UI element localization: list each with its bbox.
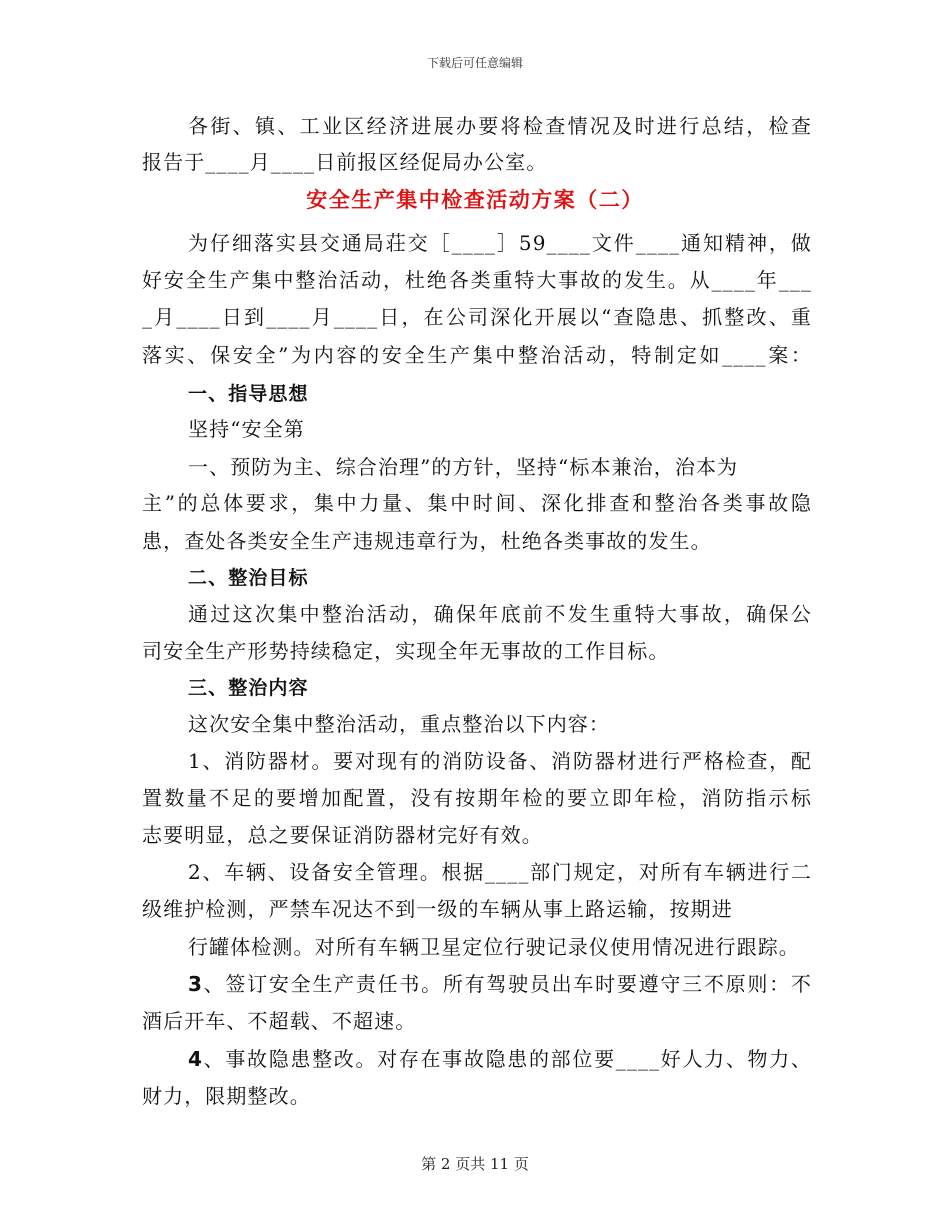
paragraph-line: 置数量不足的要增加配置，没有按期年检的要立即年检，消防指示标 xyxy=(142,786,812,810)
page-footer-number: 第 2 页共 11 页 xyxy=(421,1155,529,1173)
paragraph-line xyxy=(188,1044,812,1074)
paragraph-line: 级维护检测，严禁车况达不到一级的车辆从事上路运输，按期进 xyxy=(142,897,733,921)
paragraph-line: 这次安全集中整治活动，重点整治以下内容： xyxy=(188,712,610,736)
paragraph-line: 好安全生产集中整治活动，杜绝各类重特大事故的发生。从____年___ xyxy=(142,268,812,292)
paragraph-text: 、事故隐患整改。对存在事故隐患的部位要____好人力、物力、 xyxy=(203,1047,812,1071)
paragraph-line: _月____日到____月____日，在公司深化开展以“查隐患、抓整改、重 xyxy=(142,305,812,329)
paragraph-line: 落实、保安全”为内容的安全生产集中整治活动，特制定如____案： xyxy=(142,343,812,367)
section-heading: 二、整治目标 xyxy=(188,567,309,589)
paragraph-line: 主”的总体要求，集中力量、集中时间、深化排查和整治各类事故隐 xyxy=(142,491,812,515)
paragraph-line: 行罐体检测。对所有车辆卫星定位行驶记录仪使用情况进行跟踪。 xyxy=(188,935,800,959)
paragraph-line: 坚持“安全第 xyxy=(188,417,305,441)
paragraph-line xyxy=(188,969,812,999)
paragraph-line: 为仔细落实县交通局荘交［____］59____文件____通知精神，做 xyxy=(188,231,812,255)
paragraph-text: 、签订安全生产责任书。所有驾驶员出车时要遵守三不原则：不 xyxy=(203,972,812,996)
paragraph-line: 通过这次集中整治活动，确保年底前不发生重特大事故，确保公 xyxy=(188,602,812,626)
paragraph-line: 报告于____月____日前报区经促局办公室。 xyxy=(142,150,548,174)
item-number: 4 xyxy=(188,1047,204,1071)
paragraph-line: 2、车辆、设备安全管理。根据____部门规定，对所有车辆进行二 xyxy=(188,860,812,884)
paragraph-line: 财力，限期整改。 xyxy=(142,1084,311,1108)
paragraph-line: 患，查处各类安全生产违规违章行为，杜绝各类事故的发生。 xyxy=(142,529,712,553)
paragraph-line: 1、消防器材。要对现有的消防设备、消防器材进行严格检查，配 xyxy=(188,749,812,773)
section-heading: 一、指导思想 xyxy=(188,383,309,405)
item-number: 3 xyxy=(188,972,204,996)
paragraph-line: 一、预防为主、综合治理”的方针，坚持“标本兼治，治本为 xyxy=(188,455,739,479)
paragraph-line: 各街、镇、工业区经济进展办要将检查情况及时进行总结，检查 xyxy=(188,114,812,138)
section-heading: 三、整治内容 xyxy=(188,677,309,699)
paragraph-line: 志要明显，总之要保证消防器材完好有效。 xyxy=(142,823,543,847)
document-title: 安全生产集中检查活动方案（二） xyxy=(306,187,644,212)
page-header-note: 下载后可任意编辑 xyxy=(426,56,523,70)
paragraph-line: 酒后开车、不超载、不超速。 xyxy=(142,1009,417,1033)
paragraph-line: 司安全生产形势持续稳定，实现全年无事故的工作目标。 xyxy=(142,639,670,663)
